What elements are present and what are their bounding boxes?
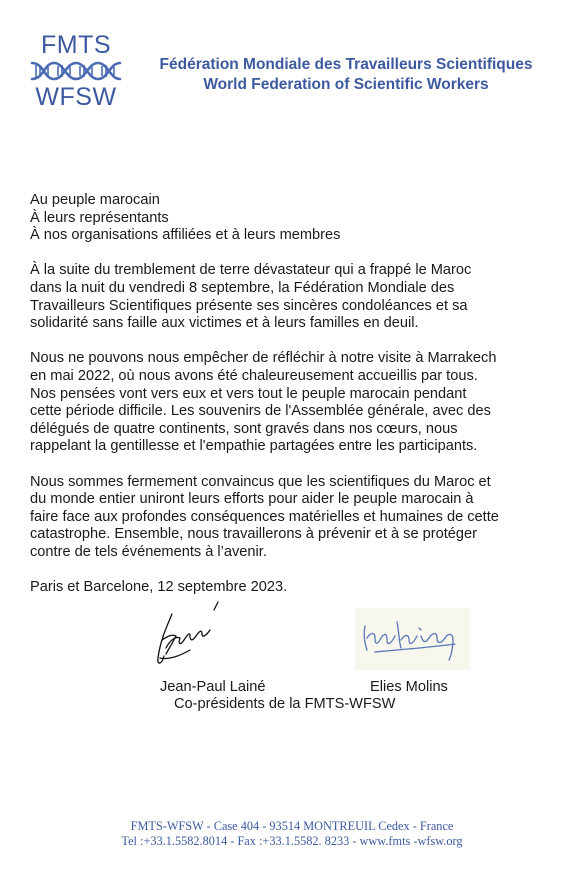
letterhead: [0, 0, 584, 120]
signature-left-image: [150, 600, 220, 672]
text-line: rappelant la gentillesse et l'empathie partagées entre les participants.: [30, 438, 478, 455]
text-line: en mai 2022, où nous avons été chaleureusement accueillis par tous.: [30, 367, 478, 384]
letter-body: [30, 192, 560, 614]
text-line: catastrophe. Ensemble, nous travaillerons à prévenir et à se protéger: [30, 526, 477, 543]
signer-name-left: Jean-Paul Lainé: [160, 679, 266, 695]
text-line: solidarité sans faille aux victimes et à leurs familles en deuil.: [30, 315, 419, 332]
footer-contact: Tel :+33.1.5582.8014 - Fax :+33.1.5582. 8233 - www.fmts -wfsw.org: [121, 834, 463, 848]
fmts-wfsw-logo: [28, 30, 124, 110]
letter-footer: [0, 819, 584, 849]
signature-right-image: [355, 608, 470, 670]
text-line: cette période difficile. Les souvenirs de l'Assemblée générale, avec des: [30, 403, 491, 420]
org-name-english: World Federation of Scientific Workers: [203, 76, 489, 93]
org-name-french: Fédération Mondiale des Travailleurs Scientifiques: [159, 56, 533, 73]
signer-role: Co-présidents de la FMTS-WFSW: [174, 696, 396, 712]
text-line: Travailleurs Scientifiques présente ses sincères condoléances et sa: [30, 297, 468, 314]
paragraph-condolences: [30, 262, 560, 332]
text-line: Nous sommes fermement convaincus que les scientifiques du Maroc et: [30, 473, 491, 490]
organization-names: [131, 55, 561, 95]
text-line: dans la nuit du vendredi 8 septembre, la Fédération Mondiale des: [30, 279, 455, 296]
addressee-line: À nos organisations affiliées et à leurs membres: [30, 227, 341, 244]
text-line: À la suite du tremblement de terre dévastateur qui a frappé le Maroc: [30, 262, 472, 279]
text-line: délégués de quatre continents, sont gravés dans nos cœurs, nous: [30, 420, 458, 437]
addressee-line: À leurs représentants: [30, 209, 169, 226]
footer-address: FMTS-WFSW - Case 404 - 93514 MONTREUIL Cedex - France: [130, 819, 454, 833]
text-line: contre de tels événements à l’avenir.: [30, 543, 267, 560]
paragraph-marrakech-visit: [30, 350, 560, 456]
text-line: du monde entier uniront leurs efforts pour aider le peuple marocain à: [30, 491, 474, 508]
text-line: Nous ne pouvons nous empêcher de réfléchir à notre visite à Marrakech: [30, 350, 497, 367]
logo-wfsw-text: WFSW: [35, 83, 117, 111]
place-and-date: Paris et Barcelone, 12 septembre 2023.: [30, 579, 288, 596]
logo-fmts-text: FMTS: [40, 31, 112, 59]
addressee-block: [30, 192, 560, 245]
addressee-line: Au peuple marocain: [30, 192, 160, 208]
text-line: Nos pensées vont vers eux et vers tout le peuple marocain pendant: [30, 385, 467, 402]
paragraph-solidarity: [30, 474, 560, 562]
dna-helix-icon: [30, 59, 122, 83]
signature-block: [0, 600, 584, 720]
text-line: faire face aux profondes conséquences matérielles et humaines de cette: [30, 508, 499, 525]
signer-name-right: Elies Molins: [370, 679, 448, 695]
